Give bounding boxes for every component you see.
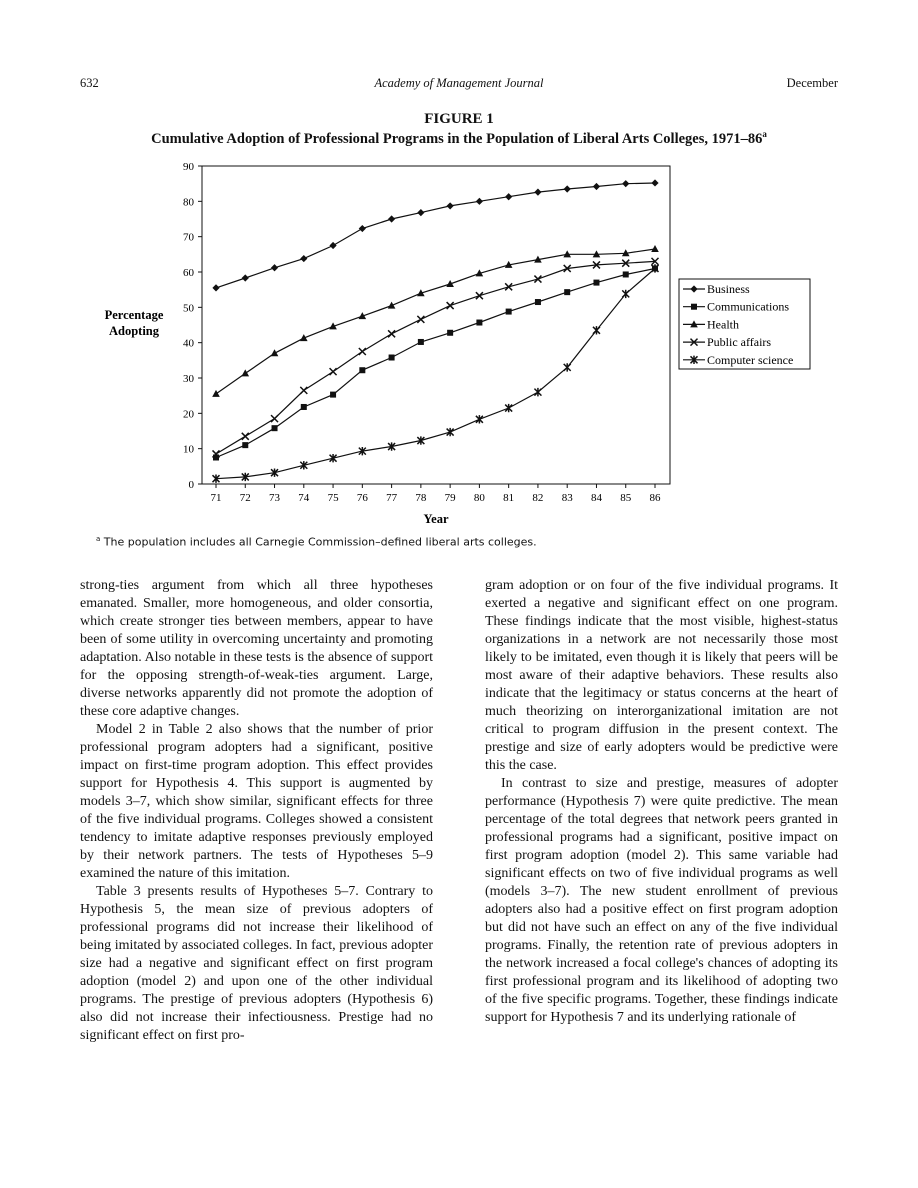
y-tick-label: 90 <box>183 161 194 173</box>
y-tick-label: 10 <box>183 443 194 456</box>
point-public-affairs <box>417 316 424 323</box>
x-tick-label: 84 <box>590 492 602 504</box>
point-business <box>242 274 249 281</box>
figure-title <box>0 129 918 148</box>
point-computer-science <box>534 388 541 396</box>
y-tick-label: 60 <box>183 267 194 279</box>
body-paragraph: Model 2 in Table 2 also shows that the number of prior professional program adopters had a significant, positive impact on first-time program adoption. This effect provides support for Hypothesis 4. This support is augmented by models 3–7, which show similar, significant effects for three of the five individual programs. Colleges showed a consistent tendency to imitate adaptive responses previously employed by their network partners. The tests of Hypotheses 5–9 examined the nature of this imitation. <box>80 722 433 881</box>
series-line-health <box>216 249 655 394</box>
x-tick-label: 75 <box>327 492 339 504</box>
point-communications <box>506 309 512 315</box>
point-business <box>417 209 424 216</box>
point-communications <box>301 404 307 410</box>
x-tick-label: 76 <box>356 492 368 504</box>
series-line-communications <box>216 269 655 458</box>
point-communications <box>272 425 278 431</box>
journal-title: Academy of Management Journal <box>374 76 544 90</box>
point-business <box>212 284 219 291</box>
point-business <box>622 180 629 187</box>
body-paragraph: strong-ties argument from which all three hypotheses emanated. Smaller, more homogeneous, and older consortia, which create stronger ties between members, appear to have been of some utility in overcoming uncertainty and promoting adaptation. Also notable in these tests is the absence of support for the opposing strength-of-weak-ties argument. Large, diverse networks apparently did not promote the adoption of these core adaptive changes. <box>80 578 433 719</box>
y-tick-label: 50 <box>183 302 194 315</box>
point-communications <box>564 289 570 295</box>
point-public-affairs <box>388 330 395 337</box>
figure-title-note-mark: a <box>762 129 767 139</box>
figure-title-text: Cumulative Adoption of Professional Programs in the Population of Liberal Arts Colleges, 1971–86 <box>151 130 763 147</box>
x-tick-label: 73 <box>269 492 281 504</box>
legend-label-communications: Communications <box>707 299 789 314</box>
x-tick-label: 81 <box>503 492 515 504</box>
figure-footnote <box>96 535 537 549</box>
point-public-affairs <box>330 368 337 375</box>
point-public-affairs <box>300 387 307 394</box>
x-tick-label: 77 <box>386 492 398 504</box>
x-tick-label: 82 <box>532 492 544 504</box>
x-tick-label: 79 <box>444 492 456 504</box>
x-axis-label: Year <box>423 512 449 526</box>
issue-month: December <box>786 76 838 90</box>
body-paragraph: gram adoption or on four of the five individual programs. It exerted a negative and significant effect on one program. These findings indicate that the most visible, highest-status organizations in a network are not necessarily those most likely to be imitated, even though it is likely that peers will be most aware of their adaptive behaviors. These results also indicate that the legitimacy or status concerns at the heart of much theorizing on interorganizational imitation are not critical to program diffusion in the present context. The prestige and size of early adopters would be predictive were this the case. <box>485 578 838 773</box>
y-axis-label-line2: Adopting <box>108 324 160 338</box>
point-business <box>388 215 395 222</box>
point-business <box>359 225 366 232</box>
x-tick-label: 74 <box>298 492 310 504</box>
series-line-public-affairs <box>216 261 655 454</box>
point-business <box>505 193 512 200</box>
point-communications <box>242 442 248 448</box>
body-column-left <box>80 577 433 1045</box>
series-line-computer-science <box>216 269 655 479</box>
footnote-text: The population includes all Carnegie Commission–defined liberal arts colleges. <box>103 535 537 549</box>
point-health <box>212 390 220 397</box>
point-communications <box>418 339 424 345</box>
y-tick-label: 30 <box>183 373 194 385</box>
figure-label: FIGURE 1 <box>424 111 494 127</box>
point-public-affairs <box>476 292 483 299</box>
page-number: 632 <box>80 76 99 90</box>
body-paragraph: Table 3 presents results of Hypotheses 5–7. Contrary to Hypothesis 5, the mean size of previous adopters of professional programs did not increase their likelihood of being imitated by associated colleges. In fact, previous adopter size had a negative and significant effect on first program adoption (model 2) and upon one of the other individual programs. The prestige of previous adopters (Hypothesis 6) also did not increase their infectiousness. Prestige had no significant effect on first pro- <box>80 884 433 1043</box>
y-tick-label: 20 <box>183 408 194 421</box>
point-public-affairs <box>359 348 366 355</box>
x-tick-label: 86 <box>649 492 661 504</box>
point-business <box>534 189 541 196</box>
point-public-affairs <box>242 433 249 440</box>
point-business <box>593 183 600 190</box>
point-public-affairs <box>271 415 278 422</box>
point-computer-science <box>476 415 483 423</box>
x-tick-label: 72 <box>239 492 251 504</box>
point-computer-science <box>593 326 600 334</box>
point-computer-science <box>622 290 629 298</box>
point-computer-science <box>505 404 512 412</box>
point-public-affairs <box>505 283 512 290</box>
page-header <box>80 76 838 94</box>
point-communications <box>389 355 395 361</box>
x-tick-label: 78 <box>415 492 427 504</box>
point-communications <box>535 299 541 305</box>
point-computer-science <box>564 363 571 371</box>
adoption-line-chart <box>0 150 918 540</box>
y-tick-label: 80 <box>183 196 194 209</box>
x-tick-label: 80 <box>473 492 485 504</box>
x-tick-label: 85 <box>620 492 632 504</box>
point-health <box>651 245 659 252</box>
point-business <box>564 185 571 192</box>
legend-label-public-affairs: Public affairs <box>707 335 772 350</box>
y-tick-label: 70 <box>183 231 194 244</box>
x-tick-label: 83 <box>561 492 573 504</box>
point-business <box>651 179 658 186</box>
point-communications <box>623 271 629 277</box>
point-public-affairs <box>534 276 541 283</box>
point-communications <box>476 320 482 326</box>
point-computer-science <box>447 428 454 436</box>
point-public-affairs <box>447 302 454 309</box>
legend-label-health: Health <box>707 317 739 332</box>
point-communications <box>359 367 365 373</box>
point-health <box>241 369 249 376</box>
point-business <box>447 202 454 209</box>
y-axis-label-line1: Percentage <box>104 308 164 322</box>
legend-marker-communications <box>691 304 697 310</box>
x-tick-label: 71 <box>210 492 222 504</box>
body-column-right <box>485 577 838 1027</box>
point-business <box>271 264 278 271</box>
point-business <box>300 255 307 262</box>
legend-label-business: Business <box>707 282 750 296</box>
point-communications <box>593 280 599 286</box>
y-tick-label: 0 <box>188 479 194 491</box>
legend-label-computer-science: Computer science <box>707 352 794 367</box>
point-health <box>271 349 279 356</box>
point-business <box>329 242 336 249</box>
footnote-mark: a <box>96 535 101 543</box>
series-line-business <box>216 183 655 288</box>
point-communications <box>447 330 453 336</box>
y-tick-label: 40 <box>183 337 194 350</box>
point-business <box>476 198 483 205</box>
body-paragraph: In contrast to size and prestige, measures of adopter performance (Hypothesis 7) were quite predictive. The mean percentage of the total degrees that network peers granted in professional programs had a significant, positive impact on first program adoption (model 2). This same variable had significant effects on two of five individual programs as well (models 3–7). The new student enrollment of previous adopters also had a positive effect on first program adoption but did not have such an effect on any of the five individual programs. Finally, the retention rate of previous adopters in the network increased a focal college's chances of adopting its first professional program and its likelihood of adopting two of the five specific programs. Together, these findings indicate support for Hypothesis 7 and its underlying rationale of <box>485 776 838 1025</box>
point-communications <box>330 392 336 398</box>
